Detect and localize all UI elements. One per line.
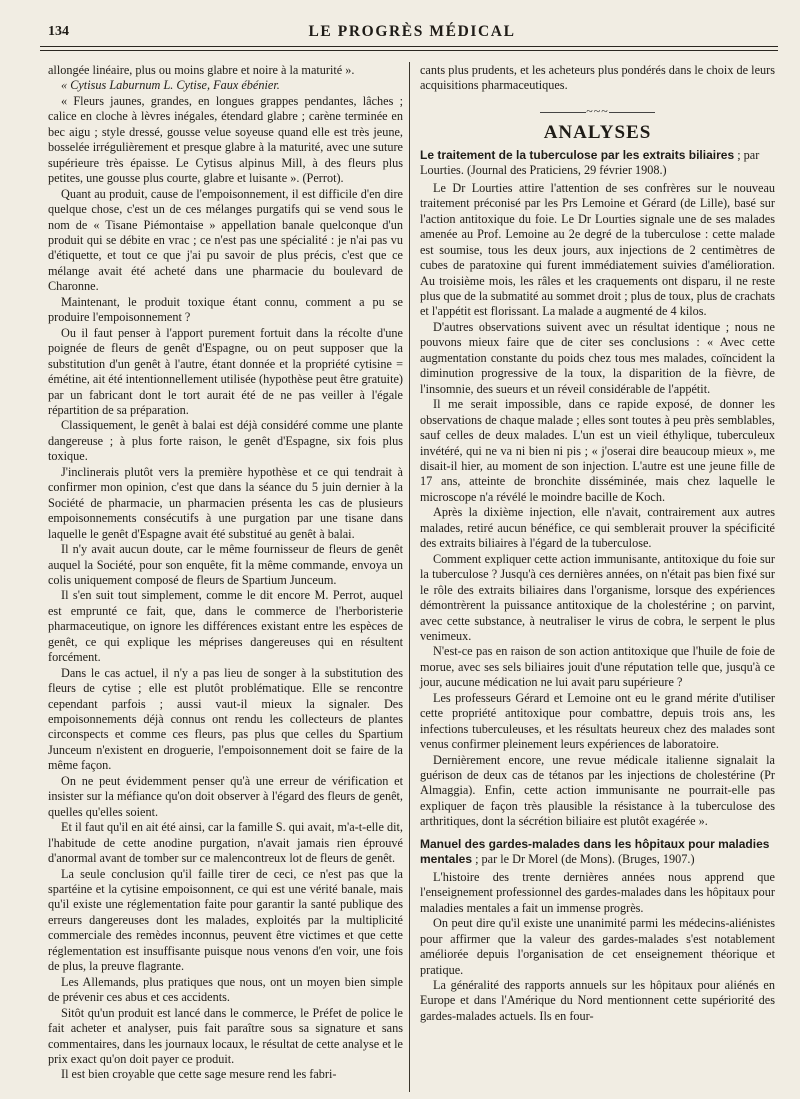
paragraph: Classiquement, le genêt à balai est déjà considéré comme une plante dangereuse ; à plus forte raison, le genêt d'Espagne, six fois plus toxique. [48, 418, 403, 464]
ornament-divider: ~~~ [420, 104, 775, 119]
paragraph: Quant au produit, cause de l'empoisonnement, il est difficile d'en dire quelque chose, c'est un de ces mélanges purgatifs qui se vend sous le nom de « Tisane Piémontaise » appellation banale quelconque d'un produit qui se débite en vrac ; ce n'est pas une spécialité : je n'ai pas vu d'étiquette, et tout ce que j'ai pu savoir de plus précis, c'est que ce mélange avait été acheté dans une pharmacie du boulevard de Charonne. [48, 186, 403, 294]
article-title: Manuel des gardes-malades dans les hôpitaux pour maladies mentales [420, 836, 770, 866]
paragraph: Le Dr Lourties attire l'attention de ses confrères sur le nouveau traitement préconisé par les Prs Lemoine et Gérard (de Lille), basé sur l'action antitoxique du foie. Le Dr Lourties signale une de ses malades amenée au Prof. Lemoine au 2e degré de la tuberculose : cette malade est soumise, tous les deux jours, aux injections de 2 centimètres de cubes de paratoxine qui furent immédiatement suivies d'amélioration. Au troisième mois, les râles et les craquements ont disparu, il ne reste plus que de la submatité au sommet droit ; plus de toux, plus de crachats et l'appétit est florissant. La malade a augmenté de 4 kilos. [420, 180, 775, 319]
paragraph: allongée linéaire, plus ou moins glabre et noire à la maturité ». [48, 63, 355, 77]
paragraph: Il est bien croyable que cette sage mesure rend les fabri- [61, 1067, 337, 1082]
article-title: Le traitement de la tuberculose par les extraits biliaires [420, 147, 735, 162]
paragraph: Il n'y avait aucun doute, car le même fournisseur de fleurs de genêt auquel la Société, pour son enquête, fit la même commande, envoya un colis uniquement composé de fleurs de Spartium Junceum. [48, 542, 403, 587]
paragraph: Ou il faut penser à l'apport purement fortuit dans la récolte d'une poignée de fleurs de genêt d'Espagne, ou on peut supposer que la substitution d'un genêt à l'autre, étant donnée et la propriété cytisine = émétine, ait été intentionnellement utilisée (hypothèse peut être gratuite) par un fabricant dont le tort aurait été de ne pas veiller à l'égale répartition de sa préparation. [48, 325, 403, 417]
header-rule [40, 46, 778, 47]
right-column [420, 63, 775, 1024]
paragraph: cants plus prudents, et les acheteurs plus pondérés dans le choix de leurs acquisitions pharmaceutiques. [420, 63, 775, 93]
article-byline: ; par Lourties. (Journal des Praticiens, 29 février 1908.) [420, 147, 760, 177]
article-heading [420, 837, 775, 867]
page-number: 134 [48, 24, 69, 39]
section-title: ANALYSES [543, 122, 652, 144]
column-divider [409, 62, 410, 1092]
species-heading: « Cytisus Laburnum L. Cytise, Faux ébénier. [61, 78, 280, 93]
paragraph: Les professeurs Gérard et Lemoine ont eu le grand mérite d'utiliser cette propriété antitoxique pour combattre, depuis trois ans, les infections tuberculeuses, et les résultats heureux chez des malades sont venus confirmer pleinement leurs expériences de laboratoire. [420, 690, 775, 752]
page-header [48, 22, 776, 42]
paragraph: Il me serait impossible, dans ce rapide exposé, de donner les observations de chaque malade ; elles sont toutes à peu près semblables, sauf celles de deux malades. L'un est un vieil éthylique, tuberculeux invétéré, qui ne va ni bien ni pis ; « j'oserai dire beaucoup mieux », me disait-il hier, au moment de son injection. L'autre est une jeune fille de 17 ans, atteinte de bronchite disséminée, mais chez laquelle le microscope n'a révélé le moindre bacille de Koch. [420, 397, 775, 504]
paragraph: On ne peut évidemment penser qu'à une erreur de vérification et insister sur la méfiance qu'on doit observer à l'égard des fleurs de genêt, quelles qu'elles soient. [48, 773, 403, 819]
paragraph: N'est-ce pas en raison de son action antitoxique que l'huile de foie de morue, avec ses sels biliaires jouit d'une réputation telle que, jusqu'à ce jour, aucune médication ne lui avait paru supérieure ? [420, 644, 775, 690]
header-rule-thin [40, 50, 778, 51]
paragraph: On peut dire qu'il existe une unanimité parmi les médecins-aliénistes pour affirmer que la valeur des gardes-malades s'est notablement améliorée depuis l'organisation de cet enseignement théorique et pratique. [420, 916, 775, 977]
paragraph: L'histoire des trente dernières années nous apprend que l'enseignement professionnel des gardes-malades dans les hôpitaux pour maladies mentales a fait un immense progrès. [420, 869, 775, 915]
journal-title: LE PROGRÈS MÉDICAL [308, 23, 516, 40]
article-heading [420, 148, 775, 178]
article-byline: ; par le Dr Morel (de Mons). (Bruges, 1907.) [475, 851, 695, 866]
paragraph: « Fleurs jaunes, grandes, en longues grappes pendantes, lâches ; calice en cloche à lèvres inégales, étendard glabre ; carène terminée en bec aigu ; style dressé, gousse velue soyeuse quand elle est très jeune, bosselée irrégulièrement et presque glabre à la maturité, avec une suture supérieure très épaisse. Le Cytisus alpinus Mill, à des fleurs plus petites, une gousse plus courte, glabre et luisante ». (Perrot). [48, 93, 403, 186]
left-column [48, 63, 403, 1083]
paragraph: J'inclinerais plutôt vers la première hypothèse et ce qui tendrait à confirmer mon opinion, c'est que dans la séance du 5 juin dernier à la Société de pharmacie, un pharmacien présenta les cas de plusieurs empoisonnements consécutifs à une purgation par une tisane dans laquelle le genêt d'Espagne avait été substitué au genêt à balai. [48, 464, 403, 541]
paragraph: Comment expliquer cette action immunisante, antitoxique du foie sur la tuberculose ? Jusqu'à ces dernières années, on n'était pas bien fixé sur le rôle des extraits biliaires dans l'organisme, lorsque des expériences démontrèrent la puissance antitoxique de la cholestérine ; on parvint, avec cette substance, à neutraliser le virus de cobra, le serpent le plus venimeux. [420, 551, 775, 643]
paragraph: Et il faut qu'il en ait été ainsi, car la famille S. qui avait, m'a-t-elle dit, l'habitude de cette anodine purgation, n'avait jamais rien éprouvé d'anormal avant de tomber sur ce malencontreux lot de fleurs de genêt. [48, 820, 403, 866]
paragraph: La seule conclusion qu'il faille tirer de ceci, ce n'est pas que la spartéine et la cytisine empoisonnent, ce qui est une vérité banale, mais qu'il existe une réglementation faite pour garantir la santé publique des erreurs dangereuses dont les malades, exploités par la multiplicité commerciale des remèdes inconnus, peuvent être victimes et que cette réglementation est insuffisante puisque nous venons d'en voir, une fois de plus, la preuve flagrante. [48, 866, 403, 974]
paragraph: Les Allemands, plus pratiques que nous, ont un moyen bien simple de prévenir ces abus et ces accidents. [48, 974, 403, 1005]
paragraph: Après la dixième injection, elle n'avait, contrairement aux autres malades, retiré aucun bénéfice, ce qui semblerait prouver la spécificité des extraits biliaires à l'égard de la tuberculose. [420, 505, 775, 551]
paragraph: Maintenant, le produit toxique étant connu, comment a pu se produire l'empoisonnement ? [48, 294, 403, 325]
paragraph: Dans le cas actuel, il n'y a pas lieu de songer à la substitution des fleurs de cytise ; elle est plutôt problématique. Elle se rencontre cependant parfois ; aussi vaut-il mieux la signaler. Des empoisonnements déjà connus ont rendu les collecteurs de plantes circonspects et comme ces fleurs, pas plus que celles du Spartium Junceum n'existent en droguerie, l'empoisonnement doit se faire de la même façon. [48, 665, 403, 773]
paragraph: Sitôt qu'un produit est lancé dans le commerce, le Préfet de police le fait acheter et analyser, puis fait paraître sous sa signature et sans commentaires, dans les journaux locaux, le résultat de cette analyse et le prix exact qu'on doit payer ce produit. [48, 1005, 403, 1066]
paragraph: D'autres observations suivent avec un résultat identique ; nous ne pouvons mieux faire que de citer ses conclusions : « Avec cette augmentation constante du poids chez tous mes malades, coïncident la diminution progressive de la toux, la disparition de la fièvre, de l'insomnie, des sueurs et un réveil considérable de l'appétit. [420, 319, 775, 396]
paragraph: La généralité des rapports annuels sur les hôpitaux pour aliénés en Europe et dans l'Amérique du Nord mentionnent cette supériorité des gardes-malades actuels. Ils en four- [420, 978, 775, 1023]
paragraph: Il s'en suit tout simplement, comme le dit encore M. Perrot, auquel est emprunté ce fait, que, dans le commerce de l'herboristerie pharmaceutique, on ignore les différences existant entre les espèces de genêt, ce qui explique les méprises dangereuses qui en résultent forcément. [48, 588, 403, 665]
paragraph: Dernièrement encore, une revue médicale italienne signalait la guérison de deux cas de tétanos par les injections de cholestérine (Pr Almaggia). Enfin, cette action immunisante ne pourrait-elle pas expliquer de façon très plausible la résistance à la tuberculose des arthritiques, dont la sécrétion biliaire est plutôt exagérée ». [420, 752, 775, 829]
